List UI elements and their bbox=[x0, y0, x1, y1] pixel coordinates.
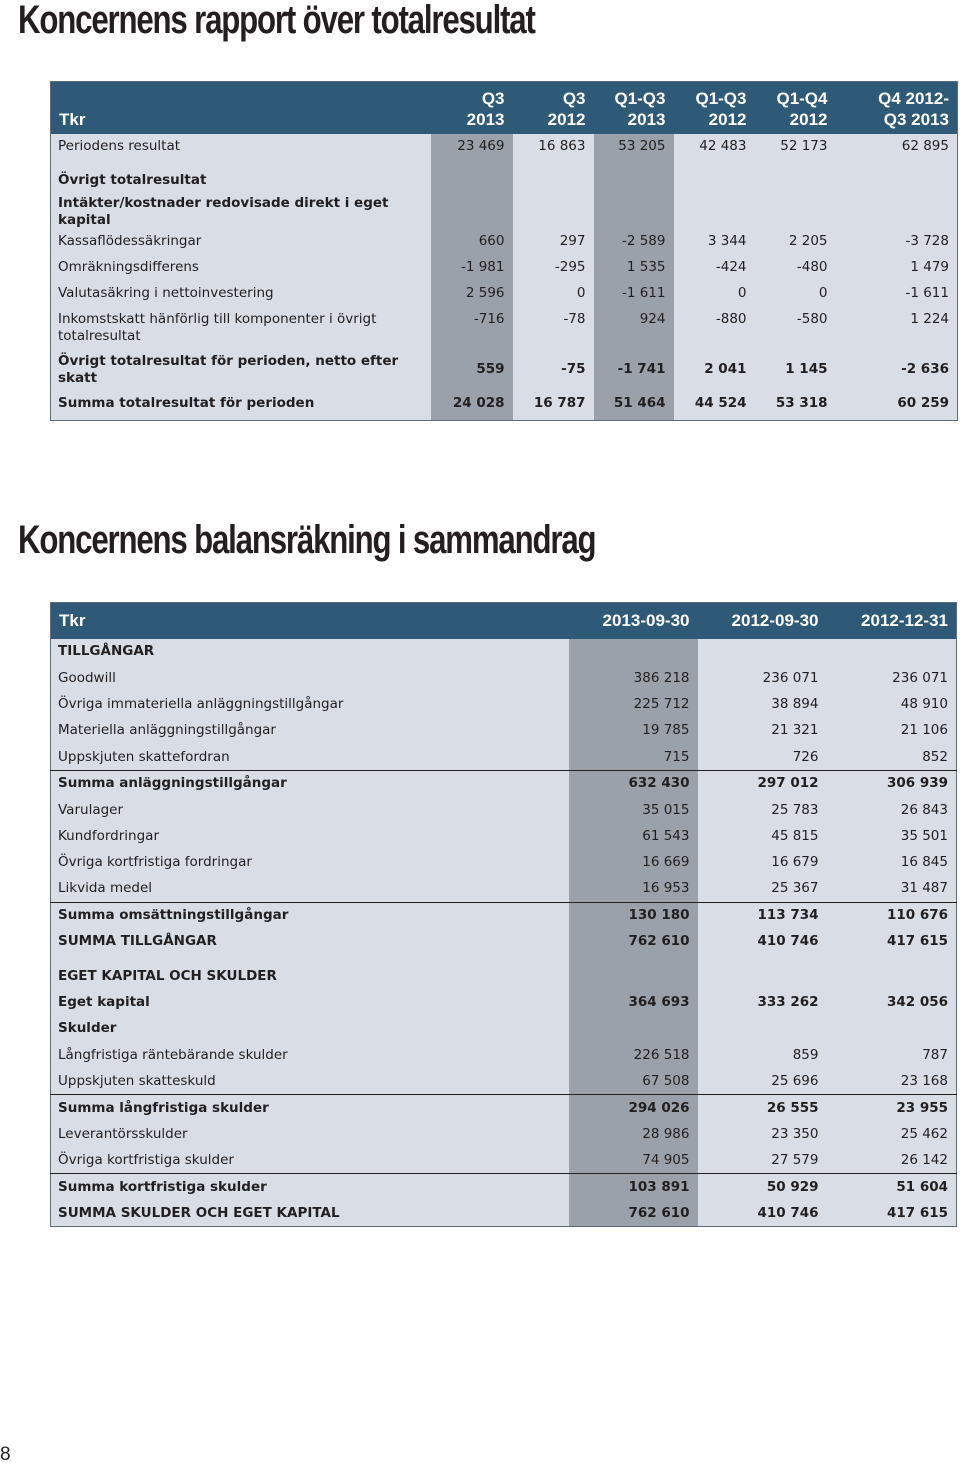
cell-value: 25 367 bbox=[771, 880, 819, 897]
row-label: Uppskjuten skatteskuld bbox=[58, 1072, 216, 1089]
row-label: Periodens resultat bbox=[58, 138, 181, 154]
cell-value: 38 894 bbox=[771, 695, 819, 712]
income-row bbox=[51, 307, 958, 353]
balance-row bbox=[51, 823, 957, 849]
cell-value: 1 224 bbox=[910, 310, 949, 327]
cell-value: 48 910 bbox=[900, 695, 948, 712]
balance-row bbox=[51, 876, 957, 902]
cell-value: 386 218 bbox=[569, 665, 698, 691]
cell-value: 31 487 bbox=[900, 880, 948, 897]
balance-unit-header: Tkr bbox=[51, 603, 569, 639]
cell-value: 27 579 bbox=[771, 1151, 819, 1168]
cell-value bbox=[569, 1016, 698, 1042]
balance-row bbox=[51, 665, 957, 691]
balance-column-header: 2012-12-31 bbox=[827, 603, 957, 639]
cell-value: 16 787 bbox=[533, 394, 586, 411]
cell-value: 24 028 bbox=[431, 387, 513, 421]
cell-value: -580 bbox=[796, 310, 828, 327]
balance-row bbox=[51, 1016, 957, 1042]
balance-row bbox=[51, 1042, 957, 1068]
cell-value: 21 321 bbox=[771, 722, 819, 739]
income-row bbox=[51, 255, 958, 281]
cell-value: 236 071 bbox=[892, 669, 948, 686]
income-column-header: Q4 2012- Q3 2013 bbox=[836, 82, 958, 134]
cell-value: 35 501 bbox=[900, 827, 948, 844]
cell-value: -295 bbox=[554, 259, 586, 275]
cell-value: 25 783 bbox=[771, 801, 819, 818]
row-label: Uppskjuten skattefordran bbox=[58, 748, 230, 765]
cell-value: 53 205 bbox=[594, 134, 674, 160]
cell-value: 61 543 bbox=[569, 823, 698, 849]
cell-value: 297 bbox=[559, 233, 586, 249]
cell-value: 0 bbox=[737, 285, 747, 301]
cell-value: 294 026 bbox=[569, 1095, 698, 1121]
row-label: Kundfordringar bbox=[58, 827, 160, 844]
row-label: Långfristiga räntebärande skulder bbox=[58, 1046, 288, 1063]
balance-row bbox=[51, 691, 957, 717]
cell-value: 130 180 bbox=[569, 902, 698, 928]
cell-value: 28 986 bbox=[569, 1121, 698, 1147]
subtotal-label: Summa omsättningstillgångar bbox=[51, 902, 569, 928]
cell-value: 25 696 bbox=[771, 1072, 819, 1089]
cell-value bbox=[698, 955, 827, 989]
cell-value: 42 483 bbox=[699, 138, 747, 154]
cell-value bbox=[431, 195, 513, 229]
cell-value: -880 bbox=[715, 310, 747, 327]
cell-value: 25 462 bbox=[900, 1125, 948, 1142]
cell-value: 417 615 bbox=[886, 1204, 948, 1221]
cell-value: -424 bbox=[715, 259, 747, 275]
row-label: Övrigt totalresultat för perioden, netto efter skatt bbox=[58, 352, 399, 386]
balance-row bbox=[51, 718, 957, 744]
row-label: Kassaflödessäkringar bbox=[58, 233, 202, 249]
cell-value: 306 939 bbox=[827, 770, 957, 796]
cell-value bbox=[827, 955, 957, 989]
income-column-header: Q1-Q4 2012 bbox=[755, 82, 836, 134]
cell-value: 859 bbox=[792, 1046, 819, 1063]
cell-value: 23 168 bbox=[900, 1072, 948, 1089]
cell-value: 62 895 bbox=[901, 138, 949, 154]
cell-value: 23 350 bbox=[771, 1125, 819, 1142]
balance-header-row bbox=[51, 603, 957, 639]
cell-value: -78 bbox=[563, 310, 586, 327]
cell-value: 1 479 bbox=[910, 259, 949, 275]
income-row bbox=[51, 387, 958, 421]
cell-value: 60 259 bbox=[897, 394, 949, 411]
income-column-header: Q3 2012 bbox=[513, 82, 594, 134]
cell-value: 762 610 bbox=[569, 929, 698, 955]
cell-value: 110 676 bbox=[827, 902, 957, 928]
row-label: Valutasäkring i nettoinvestering bbox=[58, 285, 274, 301]
cell-value: 226 518 bbox=[569, 1042, 698, 1068]
balance-row bbox=[51, 850, 957, 876]
balance-row bbox=[51, 902, 957, 928]
cell-value: 726 bbox=[792, 748, 819, 765]
cell-value: 1 535 bbox=[594, 255, 674, 281]
cell-value bbox=[594, 195, 674, 229]
balance-row bbox=[51, 1095, 957, 1121]
cell-value: -3 728 bbox=[905, 233, 949, 249]
total-label: SUMMA TILLGÅNGAR bbox=[58, 933, 217, 950]
income-column-header: Q1-Q3 2012 bbox=[674, 82, 755, 134]
cell-value: 559 bbox=[431, 353, 513, 387]
section-label: Intäkter/kostnader redovisade direkt i eget kapital bbox=[58, 194, 389, 228]
cell-value: 342 056 bbox=[886, 993, 948, 1010]
cell-value: -480 bbox=[796, 259, 828, 275]
cell-value: 16 953 bbox=[569, 876, 698, 902]
section-label: EGET KAPITAL OCH SKULDER bbox=[58, 968, 277, 985]
cell-value: 67 508 bbox=[569, 1068, 698, 1094]
cell-value bbox=[827, 1016, 957, 1042]
balance-row bbox=[51, 1174, 957, 1200]
cell-value: 417 615 bbox=[886, 933, 948, 950]
balance-row bbox=[51, 1121, 957, 1147]
income-column-header: Q3 2013 bbox=[431, 82, 513, 134]
cell-value: -1 611 bbox=[905, 285, 949, 301]
row-label: Övriga immateriella anläggningstillgångar bbox=[58, 695, 344, 712]
subtotal-label: Summa anläggningstillgångar bbox=[51, 770, 569, 796]
balance-row bbox=[51, 744, 957, 770]
cell-value: -2 589 bbox=[594, 229, 674, 255]
cell-value: 236 071 bbox=[762, 669, 819, 686]
balance-sheet-table bbox=[50, 602, 957, 1227]
cell-value: 1 145 bbox=[785, 361, 828, 377]
cell-value bbox=[698, 1016, 827, 1042]
cell-value: 74 905 bbox=[569, 1148, 698, 1174]
cell-value bbox=[569, 639, 698, 665]
cell-value: 16 863 bbox=[538, 138, 586, 154]
balance-column-header: 2012-09-30 bbox=[698, 603, 827, 639]
cell-value: -1 981 bbox=[431, 255, 513, 281]
balance-row bbox=[51, 770, 957, 796]
cell-value bbox=[755, 160, 836, 195]
row-label: Varulager bbox=[58, 801, 124, 818]
cell-value: 0 bbox=[576, 285, 586, 301]
row-label: Likvida medel bbox=[58, 880, 153, 897]
cell-value bbox=[836, 160, 958, 195]
income-row bbox=[51, 195, 958, 229]
cell-value: 53 318 bbox=[775, 394, 828, 411]
row-label: Inkomstskatt hänförlig till komponenter i övrigt totalresultat bbox=[58, 310, 377, 344]
page-number: 8 bbox=[0, 1444, 11, 1465]
cell-value: 3 344 bbox=[707, 233, 747, 249]
row-label: Materiella anläggningstillgångar bbox=[58, 722, 276, 739]
cell-value: 44 524 bbox=[694, 394, 747, 411]
cell-value: 632 430 bbox=[569, 770, 698, 796]
cell-value: -716 bbox=[431, 307, 513, 353]
cell-value: 19 785 bbox=[569, 718, 698, 744]
cell-value: 333 262 bbox=[757, 993, 819, 1010]
cell-value: 410 746 bbox=[757, 933, 819, 950]
row-label: Övriga kortfristiga skulder bbox=[58, 1151, 234, 1168]
cell-value: 21 106 bbox=[900, 722, 948, 739]
subtotal-label: Summa långfristiga skulder bbox=[51, 1095, 569, 1121]
cell-value: 297 012 bbox=[698, 770, 827, 796]
income-statement-title: Koncernens rapport över totalresultat bbox=[18, 0, 535, 42]
balance-column-header: 2013-09-30 bbox=[569, 603, 698, 639]
cell-value bbox=[674, 195, 755, 229]
balance-sheet-title: Koncernens balansräkning i sammandrag bbox=[18, 518, 596, 562]
cell-value: 364 693 bbox=[569, 989, 698, 1015]
cell-value: 2 205 bbox=[788, 233, 828, 249]
cell-value: 2 596 bbox=[431, 281, 513, 307]
cell-value: 113 734 bbox=[698, 902, 827, 928]
cell-value: 51 604 bbox=[827, 1174, 957, 1200]
section-label: Övrigt totalresultat bbox=[58, 171, 207, 188]
cell-value: 103 891 bbox=[569, 1174, 698, 1200]
cell-value bbox=[513, 195, 594, 229]
cell-value bbox=[827, 639, 957, 665]
cell-value: 787 bbox=[922, 1046, 948, 1063]
cell-value: -1 741 bbox=[594, 353, 674, 387]
cell-value: 50 929 bbox=[698, 1174, 827, 1200]
balance-row bbox=[51, 929, 957, 955]
balance-row bbox=[51, 1068, 957, 1094]
income-row bbox=[51, 353, 958, 387]
section-label: TILLGÅNGAR bbox=[58, 643, 155, 660]
row-label: Goodwill bbox=[58, 669, 116, 686]
cell-value bbox=[431, 160, 513, 195]
cell-value: 924 bbox=[594, 307, 674, 353]
cell-value: 660 bbox=[431, 229, 513, 255]
balance-row bbox=[51, 797, 957, 823]
total-label: SUMMA SKULDER OCH EGET KAPITAL bbox=[58, 1204, 340, 1221]
cell-value: 2 041 bbox=[704, 361, 747, 377]
cell-value: 26 843 bbox=[900, 801, 948, 818]
income-unit-header: Tkr bbox=[51, 82, 431, 134]
cell-value: 715 bbox=[569, 744, 698, 770]
row-label: Leverantörsskulder bbox=[58, 1125, 188, 1142]
cell-value: -1 611 bbox=[594, 281, 674, 307]
income-row bbox=[51, 134, 958, 160]
balance-row bbox=[51, 1148, 957, 1174]
cell-value: 45 815 bbox=[771, 827, 819, 844]
cell-value: 23 469 bbox=[431, 134, 513, 160]
cell-value: 35 015 bbox=[569, 797, 698, 823]
row-label: Summa totalresultat för perioden bbox=[58, 394, 315, 411]
cell-value bbox=[569, 955, 698, 989]
income-row bbox=[51, 160, 958, 195]
cell-value bbox=[836, 195, 958, 229]
cell-value: 16 669 bbox=[569, 850, 698, 876]
cell-value bbox=[698, 639, 827, 665]
balance-row bbox=[51, 1200, 957, 1226]
cell-value bbox=[513, 160, 594, 195]
cell-value: 52 173 bbox=[780, 138, 828, 154]
income-row bbox=[51, 229, 958, 255]
cell-value: 23 955 bbox=[827, 1095, 957, 1121]
row-label: Eget kapital bbox=[58, 993, 150, 1010]
cell-value: 225 712 bbox=[569, 691, 698, 717]
section-label: Skulder bbox=[58, 1020, 117, 1037]
cell-value bbox=[594, 160, 674, 195]
income-column-header: Q1-Q3 2013 bbox=[594, 82, 674, 134]
cell-value: 51 464 bbox=[594, 387, 674, 421]
balance-row bbox=[51, 989, 957, 1015]
income-statement-table bbox=[50, 81, 958, 421]
cell-value: 762 610 bbox=[569, 1200, 698, 1226]
cell-value: 16 845 bbox=[900, 854, 948, 871]
cell-value: -75 bbox=[561, 361, 586, 377]
cell-value: -2 636 bbox=[901, 361, 949, 377]
cell-value bbox=[674, 160, 755, 195]
income-header-row bbox=[51, 82, 958, 134]
row-label: Övriga kortfristiga fordringar bbox=[58, 854, 252, 871]
subtotal-label: Summa kortfristiga skulder bbox=[51, 1174, 569, 1200]
balance-row bbox=[51, 639, 957, 665]
cell-value: 16 679 bbox=[771, 854, 819, 871]
cell-value: 26 142 bbox=[900, 1151, 948, 1168]
cell-value: 0 bbox=[818, 285, 828, 301]
cell-value: 852 bbox=[922, 748, 948, 765]
row-label: Omräkningsdifferens bbox=[58, 259, 199, 275]
income-row bbox=[51, 281, 958, 307]
cell-value: 26 555 bbox=[698, 1095, 827, 1121]
balance-row bbox=[51, 955, 957, 989]
cell-value bbox=[755, 195, 836, 229]
cell-value: 410 746 bbox=[757, 1204, 819, 1221]
